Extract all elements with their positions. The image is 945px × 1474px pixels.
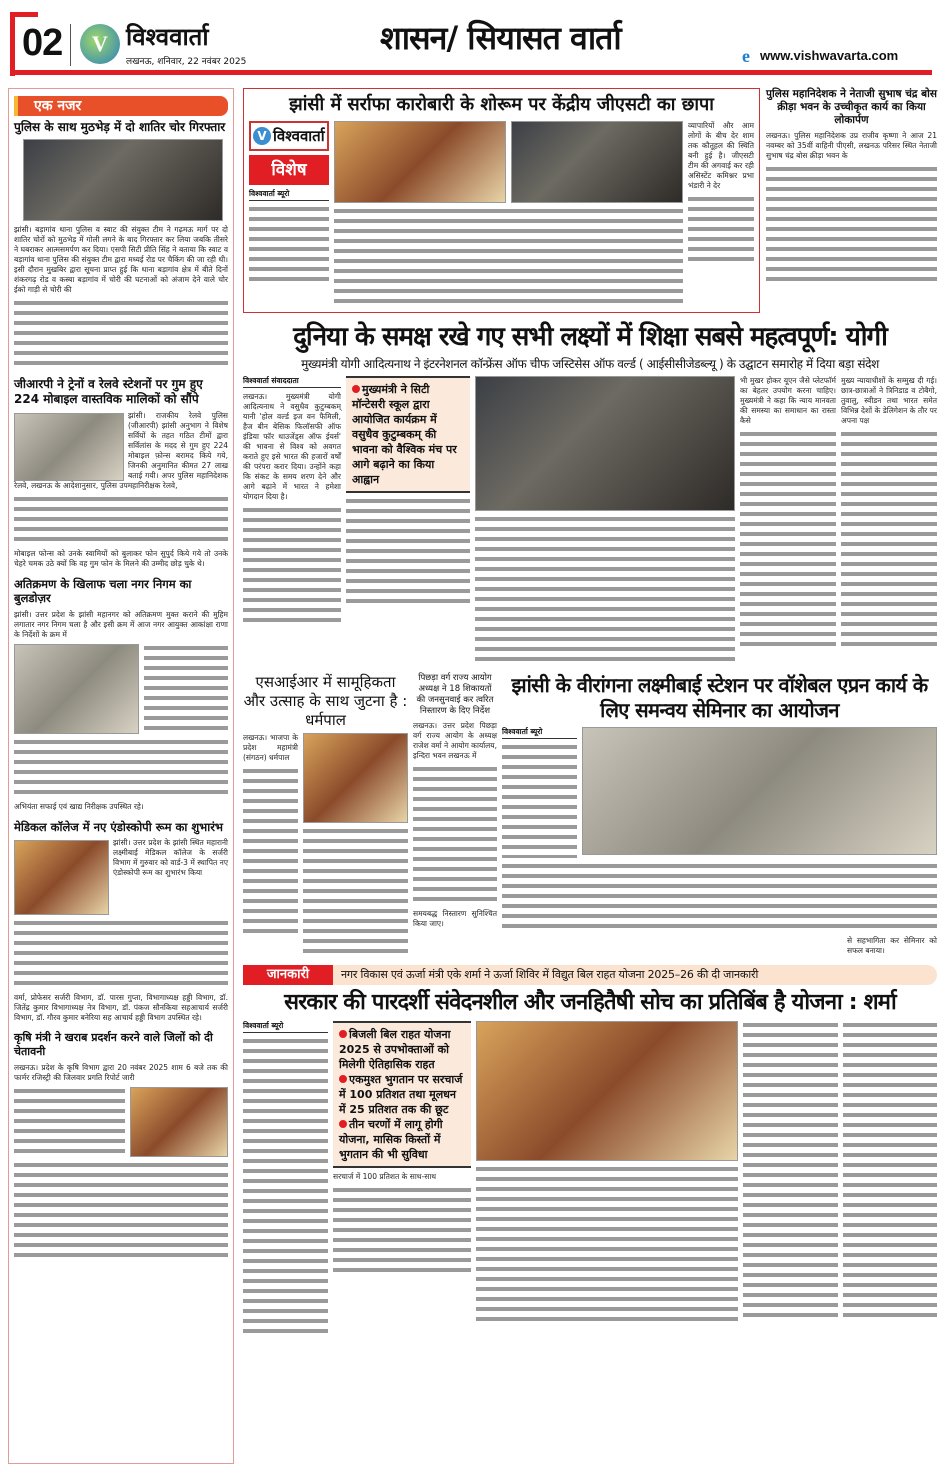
bottom-highlights	[333, 1021, 471, 1168]
bottom-photo	[476, 1021, 738, 1161]
top-story-col	[249, 121, 329, 285]
bottom-col	[243, 1021, 328, 1337]
byline: विश्ववार्ता ब्यूरो	[249, 189, 329, 201]
story-body: लखनऊ। प्रदेश के कृषि विभाग द्वारा 20 नवंबर 2025 शाम 6 बजे तक की फार्मर रजिस्ट्री की जिलवार प्रगति रिपोर्ट जारी	[14, 1062, 228, 1082]
lead-body	[475, 515, 735, 665]
section-label: जानकारी	[243, 965, 333, 985]
bottom-body	[476, 1165, 738, 1325]
story-body	[502, 743, 577, 858]
story-media-row	[14, 1087, 228, 1157]
story-body: लखनऊ। भाजपा के प्रदेश महामंत्री (संगठन) धर्मपाल	[243, 733, 298, 763]
top-story-box	[243, 88, 760, 313]
lead-body: मुख्य न्यायाधीशों के सम्मुख दी गई। छात्र-छात्राओं ने त्रिनिडाड व टोबैगो, तुवालु, स्वीडन तथा भारत समेत विभिन्न देशों के डेलिगेशन के तौर पर अपना पक्ष	[841, 376, 937, 425]
highlight-item	[339, 1117, 465, 1162]
story-body: झांसी। उत्तर प्रदेश के झांसी महानगर को अतिक्रमण मुक्त कराने की मुहिम लगातार नगर निगम चला है और इसी क्रम में आज नगर आयुक्त आकांक्षा राणा के निर्देशों के क्रम में	[14, 609, 228, 639]
lead-columns	[243, 376, 937, 665]
story-headline: पुलिस के साथ मुठभेड़ में दो शातिर चोर गिरफ्तार	[14, 120, 226, 134]
story-col	[303, 733, 408, 957]
story-headline: पिछड़ा वर्ग राज्य आयोग अध्यक्ष ने 18 शिकायतों की जनसुनवाई कर त्वरित निस्तारण के दिए निर्देश	[416, 673, 494, 716]
dateline: लखनऊ, शनिवार, 22 नवंबर 2025	[126, 57, 247, 67]
lead-body	[740, 430, 836, 650]
story-body-end: से सहभागिता कर सेमिनार को सफल बनाया।	[847, 936, 937, 955]
story-photo	[582, 727, 937, 855]
byline: विश्ववार्ता संवाददाता	[243, 376, 341, 388]
bottom-col	[476, 1021, 738, 1325]
bottom-columns	[243, 1021, 937, 1337]
story-body-continued	[144, 644, 228, 734]
section-label: एक नजर	[14, 96, 228, 116]
badge-special: विशेष	[249, 155, 329, 185]
lead-col	[841, 376, 937, 650]
kicker: नगर विकास एवं ऊर्जा मंत्री एके शर्मा ने ऊर्जा शिविर में विद्युत बिल राहत योजना 2025–26 की दी जानकारी	[341, 968, 759, 982]
story-body: झांसी। बड़ागांव थाना पुलिस व स्वाट की संयुक्त टीम ने गढ़मऊ मार्ग पर दो शातिर चोरों को मुठभेड़ में गोली लगने के बाद गिरफ्तार कर लिया जबकि तीसरे ने घबराकर आत्मसमर्पण कर दिया। एसपी सिटी प्रीति सिंह ने बताया कि स्वाट व बड़ागांव थाना पुलिस की संयुक्त टीम द्वारा मध्यई रोड पर चैकिंग की जा रही थी। इसी दौरान मुखबिर द्वारा सूचना प्राप्त हुई कि थाना बड़ागांव क्षेत्र में बीते दिनों शंकरगढ़ रोड व कस्बा बड़ागांव में चोरी की घटनाओं को अंजाम देने वाले चोर ईको गाड़ी से चोरी की	[14, 225, 228, 294]
highlight-text: एकमुश्त भुगतान पर सरचार्ज में 100 प्रतिशत तथा मूलधन में 25 प्रतिशत तक की छूट	[339, 1072, 463, 1116]
lead-story	[243, 321, 937, 666]
byline: विश्ववार्ता ब्यूरो	[243, 1021, 328, 1033]
story-photo	[303, 733, 408, 823]
story-photo	[14, 840, 109, 915]
story-body	[243, 767, 298, 937]
byline: विश्ववार्ता ब्यूरो	[502, 727, 577, 739]
story-body-continued	[14, 299, 228, 369]
top-story-body	[249, 205, 329, 285]
story-col	[502, 727, 577, 858]
badge-masthead: V विश्ववार्ता	[249, 121, 329, 151]
logo-icon: V	[80, 24, 120, 64]
highlight-item	[339, 1027, 465, 1072]
left-column-content	[14, 96, 228, 1261]
story-headline: झांसी के वीरांगना लक्ष्मीबाई स्टेशन पर वॉशेबल एप्रन कार्य के लिए समन्वय सेमिनार का आयोजन	[511, 673, 928, 722]
story-headline: अतिक्रमण के खिलाफ चला नगर निगम का बुलडोज़र	[14, 577, 192, 606]
mid-story	[502, 673, 937, 956]
top-story-body	[688, 195, 754, 265]
top-row	[243, 88, 937, 313]
story-headline: मेडिकल कॉलेज में नए एंडोस्कोपी रूम का शुभारंभ	[14, 819, 223, 834]
page-number: 02	[22, 22, 63, 64]
top-story-body: व्यापारियों और आम लोगों के बीच देर शाम तक कौतूहल की स्थिति बनी हुई है। जीएसटी टीम की अगवाई कर रही असिस्टेंट कमिश्नर प्रभा भंडारी ने देर	[688, 120, 754, 190]
story-body-continued	[14, 1161, 228, 1261]
bottom-col	[333, 1021, 471, 1276]
top-story-columns	[249, 121, 754, 307]
highlight-text: बिजली बिल राहत योजना 2025 से उपभोक्ताओं को मिलेगी ऐतिहासिक राहत	[339, 1027, 451, 1071]
story-columns	[243, 733, 408, 957]
story-body-continued	[14, 1087, 125, 1157]
story-headline: एसआईआर में सामूहिकता और उत्साह के साथ जुटना है : धर्मपाल	[243, 673, 408, 729]
bullet-icon	[339, 1120, 347, 1128]
story-body	[14, 838, 228, 915]
lead-highlight	[346, 376, 470, 493]
main-area	[243, 88, 937, 1337]
bullet-icon	[339, 1075, 347, 1083]
bottom-body	[243, 1037, 328, 1337]
story-body-end: वर्मा, प्रोफेसर सर्जरी विभाग, डॉ. पारस गुप्ता, विभागाध्यक्ष हड्डी विभाग, डॉ. जितेंद्र कुमार विभागाध्यक्ष नेत्र विभाग, डॉ. पंकज सौनकिया सहआचार्य सर्जरी विभाग, डॉ. गौरव कुमार बनेरिया सह आचार्य हड्डी विभाग उपस्थित रहे।	[14, 993, 228, 1023]
story-body-end: मोबाइल फोन्स को उनके स्वामियों को बुलाकर फोन सुपुर्द किये गये तो उनके चेहरे चमक उठे क्यों कि वह गुम फोन के मिलने की उम्मीद छोड़ चुके थे।	[14, 549, 228, 568]
bottom-story	[243, 965, 937, 1337]
story-col	[243, 733, 298, 937]
mid-story	[413, 673, 497, 929]
top-story-photo	[511, 121, 683, 203]
bottom-body	[333, 1186, 471, 1276]
top-story-col	[688, 121, 754, 265]
story-body-end: समयबद्ध निस्तारण सुनिश्चित किया जाए।	[413, 909, 497, 928]
lead-body	[243, 506, 341, 626]
lead-body: लखनऊ। मुख्यमंत्री योगी आदित्यनाथ ने वसुधैव कुटुम्बकम् यानी 'होल वर्ल्ड इज वन फैमिली, हैज बीन बेसिक फिलॉसफी ऑफ इंडिया फॉर थाउजेंड्स ऑफ ईयर्स' की भावना से विश्व को अवगत कराते हुए इसे भारत की हजारों वर्षों की परंपरा करार दिया। उन्होंने कहा कि संकट के समय शरण देने और आगे बढ़ाने में भारत ने हमेशा योगदान दिया है।	[243, 392, 341, 501]
story-body	[502, 862, 937, 932]
story-lead: झांसी। राजकीय रेलवे पुलिस (जीआरपी) झांसी अनुभाग ने विशेष सर्वियों के तहत गठित टीमों द्वारा सर्विलांस के मदद से गुम हुए 224 मोबाइल फ़ोन्स बरामद किये गये, जिनकी अनुमानित कीमत 27 लाख बताई गयी। अपर पुलिस महानिदेशक रेलवे, लखनऊ के आदेशानुसार, पुलिस उपमहानिरीक्षक रेलवे,	[14, 411, 228, 490]
story-body	[14, 411, 228, 491]
top-story-photos	[334, 121, 683, 203]
mid-row	[243, 673, 937, 957]
story-photo	[130, 1087, 228, 1157]
lead-col	[243, 376, 341, 626]
story-body	[303, 827, 408, 957]
mid-story	[243, 673, 408, 957]
lead-body: भी मुखर होकर यूएन जैसे प्लेटफॉर्म का बेहतर उपयोग करना चाहिए। मुख्यमंत्री ने कहा कि न्याय मानवता की समस्या का समाधान का रास्ता कैसे	[740, 376, 836, 425]
story-body-continued	[14, 738, 228, 798]
highlight-text: मुख्यमंत्री ने सिटी मॉन्टेसरी स्कूल द्वारा आयोजित कार्यक्रम में वसुधैव कुटुम्बकम् की भावना को वैश्विक मंच पर आगे बढ़ाने का किया आह्वान	[352, 383, 457, 486]
bullet-icon	[352, 385, 360, 393]
lead-subheadline: मुख्यमंत्री योगी आदित्यनाथ ने इंटरनेशनल कॉन्फ्रेंस ऑफ चीफ जस्टिसेस ऑफ वर्ल्ड ( आईसीसीजेडब्ल्यू ) के उद्घाटन समारोह में दिया बड़ा संदेश	[301, 357, 879, 371]
header-rule	[10, 70, 932, 75]
highlight-text: तीन चरणों में लागू होगी योजना, मासिक किस्तों में भुगतान की भी सुविधा	[339, 1117, 443, 1161]
right-story-body	[766, 165, 937, 285]
masthead: विश्ववार्ता	[126, 23, 209, 51]
bottom-headline: सरकार की पारदर्शी संवेदनशील और जनहितैषी सोच का प्रतिबिंब है योजना : शर्मा	[284, 990, 896, 1016]
top-story-headline: झांसी में सर्राफा कारोबारी के शोरूम पर केंद्रीय जीएसटी का छापा	[289, 94, 714, 115]
story-columns	[502, 727, 937, 858]
top-story-col	[334, 121, 683, 307]
lead-col	[740, 376, 836, 650]
story-body-continued	[14, 495, 228, 545]
lead-col	[346, 376, 470, 607]
lead-col	[475, 376, 735, 665]
story-headline: जीआरपी ने ट्रेनों व रेलवे स्टेशनों पर गुम हुए 224 मोबाइल वास्तविक मालिकों को सौंपे	[14, 377, 203, 406]
story-lead: झांसी। उत्तर प्रदेश के झांसी स्थित महारानी लक्ष्मीबाई मेडिकल कॉलेज के सर्जरी विभाग में गुरुवार को वार्ड-3 में स्थापित नए एंडोस्कोपी रूम का शुभारंभ किया	[113, 838, 228, 878]
top-story-body	[334, 207, 683, 307]
right-story	[766, 88, 937, 285]
divider	[70, 24, 71, 66]
website-link[interactable]: www.vishwavarta.com	[760, 48, 899, 63]
lead-body	[346, 497, 470, 607]
kicker-bar	[243, 965, 937, 985]
browser-icon: e	[742, 46, 750, 66]
story-photo	[14, 644, 139, 734]
story-body-continued	[14, 919, 228, 989]
story-body: लखनऊ। उत्तर प्रदेश पिछड़ा वर्ग राज्य आयोग के अध्यक्ष राजेश वर्मा ने आयोग कार्यालय, इन्दिरा भवन लखनऊ में	[413, 721, 497, 760]
bottom-body: सरचार्ज में 100 प्रतिशत के साथ-साथ	[333, 1171, 437, 1181]
bullet-icon	[339, 1030, 347, 1038]
bottom-body	[843, 1021, 938, 1321]
section-title: शासन/ सियासत वार्ता	[380, 19, 621, 57]
story-body	[413, 765, 497, 905]
lead-photo	[475, 376, 735, 511]
story-media-row	[14, 644, 228, 734]
top-story-photo	[334, 121, 506, 203]
story-photo	[23, 139, 223, 221]
right-story-headline: पुलिस महानिदेशक ने नेताजी सुभाष चंद्र बोस क्रीड़ा भवन के उच्चीकृत कार्य का किया लोकार्पण	[766, 88, 937, 127]
story-headline: कृषि मंत्री ने खराब प्रदर्शन करने वाले जिलों को दी चेतावनी	[14, 1031, 213, 1058]
highlight-item	[339, 1072, 465, 1117]
story-body-end: अभियंता सफाई एवं खाद्य निरीक्षक उपस्थित रहे।	[14, 801, 144, 811]
lead-body	[841, 430, 937, 650]
right-story-body: लखनऊ। पुलिस महानिदेशक उप्र राजीव कृष्णा ने आज 21 नवम्बर को 35वीं वाहिनी पीएसी, लखनऊ परिसर स्थित नेताजी सुभाष चंद्र बोस क्रीड़ा भवन के	[766, 131, 937, 161]
bottom-body	[743, 1021, 838, 1321]
lead-headline: दुनिया के समक्ष रखे गए सभी लक्ष्यों में शिक्षा सबसे महत्वपूर्ण: योगी	[293, 321, 887, 352]
story-photo	[14, 413, 124, 481]
